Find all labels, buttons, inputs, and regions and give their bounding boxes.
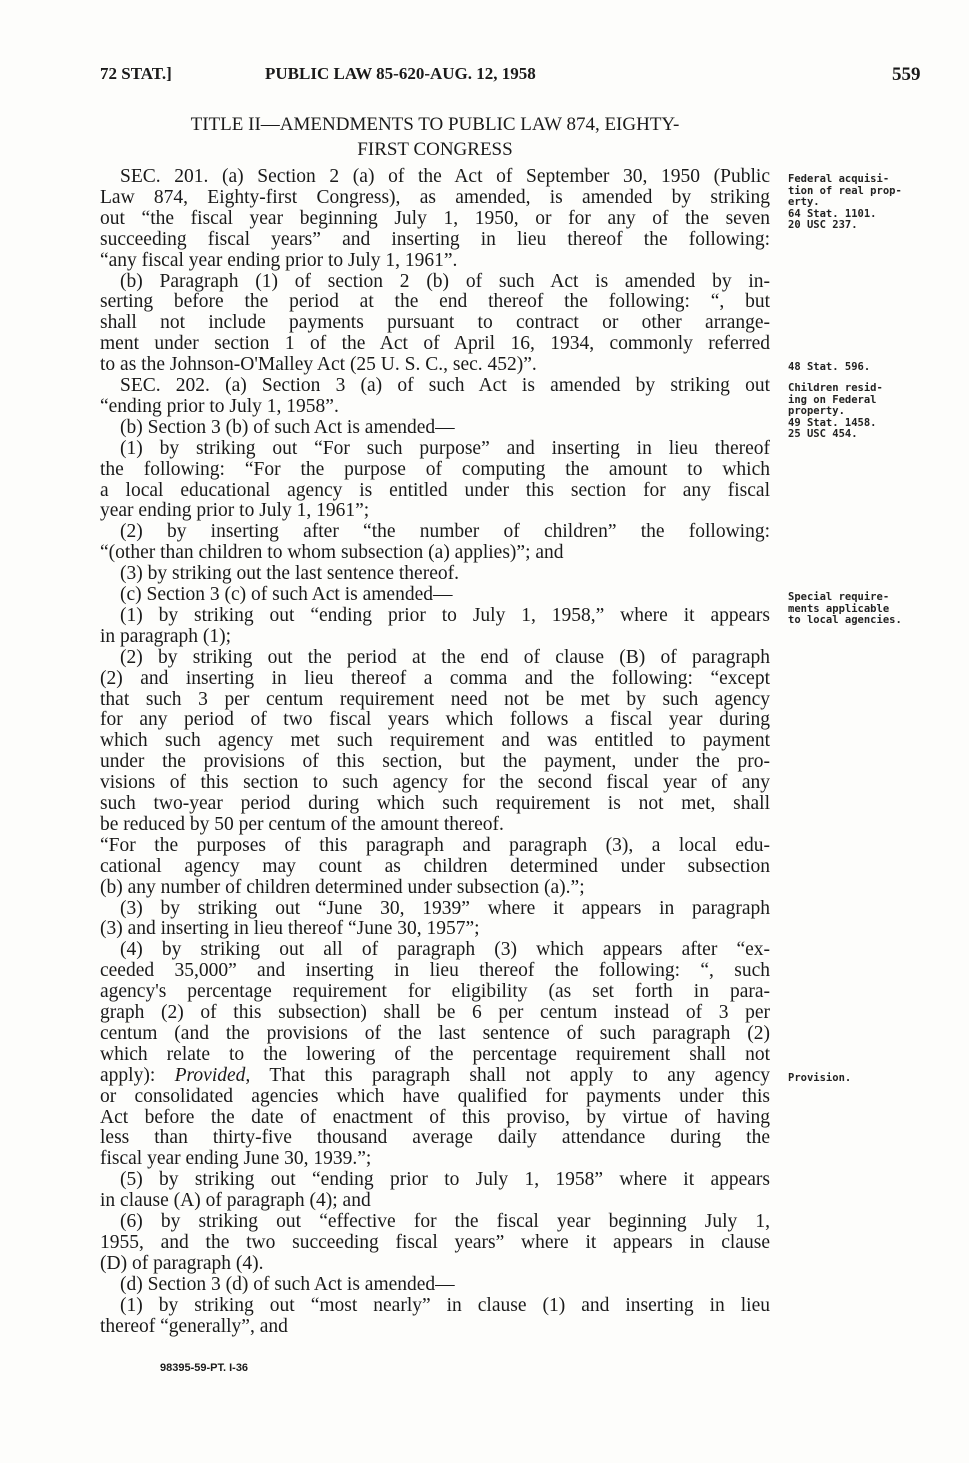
text-line: (4) by striking out all of paragraph (3) which appears after “ex- (120, 939, 770, 961)
text-line: (2) by striking out the period at the end of clause (B) of paragraph (120, 646, 770, 668)
margin-note (788, 592, 928, 627)
margin-note (788, 1073, 928, 1085)
margin-note-line: 48 Stat. 596. (788, 361, 871, 374)
text-line: for any period of two fiscal years which follows a fiscal year during (100, 709, 770, 731)
margin-note-line: to local agencies. (788, 614, 902, 626)
text-line: which such agency met such requirement and was entitled to payment (100, 730, 770, 752)
running-head-title: PUBLIC LAW 85-620-AUG. 12, 1958 (265, 64, 536, 83)
text-line: (1) by striking out “most nearly” in clause (1) and inserting in lieu (120, 1294, 770, 1316)
footer-print-code: 98395-59-PT. I-36 (160, 1362, 249, 1374)
title-line-1: TITLE II—AMENDMENTS TO PUBLIC LAW 874, EIGHTY- (190, 114, 680, 135)
text-line: (2) and inserting in lieu thereof a comma and the following: “except (100, 667, 770, 689)
text-line: or consolidated agencies which have qualified for payments under this (100, 1085, 770, 1107)
margin-note (788, 383, 928, 441)
text-line: Law 874, Eighty-first Congress), as amended, is amended by striking (100, 186, 770, 208)
margin-note-line: 20 USC 237. (788, 219, 858, 231)
text-line: be reduced by 50 per centum of the amount thereof. (100, 813, 504, 835)
title-line-2: FIRST CONGRESS (357, 139, 513, 160)
margin-note (788, 362, 928, 374)
text-line: “(other than children to whom subsection (a) applies)”; and (100, 542, 564, 564)
text-line: (D) of paragraph (4). (100, 1252, 264, 1274)
margin-note-line: Children resid- (788, 382, 883, 394)
text-line: to as the Johnson-O'Malley Act (25 U. S. C., sec. 452)”. (100, 354, 537, 376)
text-line: (6) by striking out “effective for the fiscal year beginning July 1, (120, 1211, 770, 1232)
text-line: succeeding fiscal years” and inserting in lieu thereof the following: (100, 228, 770, 250)
text-line: graph (2) of this subsection) shall be 6 per centum instead of 3 per (100, 1002, 770, 1023)
margin-note-line: Special require- (788, 591, 890, 603)
margin-note-line: 64 Stat. 1101. (788, 207, 877, 220)
text-line: (1) by striking out “For such purpose” and inserting in lieu thereof (120, 437, 770, 459)
text-line: (1) by striking out “ending prior to July 1, 1958,” where it appears (120, 604, 770, 626)
italic-term: Provided, (174, 1064, 251, 1086)
text-line: SEC. 201. (a) Section 2 (a) of the Act of September 30, 1950 (Public (120, 166, 770, 187)
text-line: less than thirty-five thousand average daily attendance during the (100, 1127, 770, 1149)
margin-note-line: ing on Federal (788, 393, 877, 406)
text-line: thereof “generally”, and (100, 1315, 288, 1337)
margin-note (788, 174, 928, 232)
text-line: under the provisions of this section, but the payment, under the pro- (100, 751, 770, 773)
text-line: out “the fiscal year beginning July 1, 1950, or for any of the seven (100, 207, 770, 229)
text-line: ceeded 35,000” and inserting in lieu thereof the following: “, such (100, 960, 770, 982)
text-line: serting before the period at the end thereof the following: “, but (100, 291, 770, 313)
margin-note-line: ments applicable (788, 602, 890, 615)
text-line: (2) by inserting after “the number of children” the following: (120, 521, 770, 543)
text-line: visions of this section to such agency for the second fiscal year of any (100, 772, 770, 794)
text-line: fiscal year ending June 30, 1939.”; (100, 1148, 372, 1170)
text-line: (3) by striking out the last sentence thereof. (120, 563, 459, 585)
text-line: Act before the date of enactment of this proviso, by virtue of having (100, 1106, 770, 1128)
margin-note-line: erty. (788, 196, 820, 208)
text-line (100, 1065, 770, 1087)
page-number: 559 (892, 64, 921, 85)
text-segment: apply): (100, 1064, 175, 1086)
text-line: (c) Section 3 (c) of such Act is amended— (120, 584, 453, 605)
text-line: 1955, and the two succeeding fiscal years” where it appears in clause (100, 1231, 770, 1253)
text-line: (5) by striking out “ending prior to July 1, 1958” where it appears (120, 1169, 770, 1191)
text-line: that such 3 per centum requirement need not be met by such agency (100, 688, 770, 710)
text-segment: That this paragraph shall not apply to any agency (250, 1064, 770, 1086)
text-line: (b) Paragraph (1) of section 2 (b) of such Act is amended by in- (120, 270, 770, 292)
text-line: “ending prior to July 1, 1958”. (100, 395, 339, 417)
text-line: “For the purposes of this paragraph and paragraph (3), a local edu- (100, 834, 770, 856)
text-line: (d) Section 3 (d) of such Act is amended— (120, 1273, 455, 1295)
text-line: ment under section 1 of the Act of April 16, 1934, commonly referred (100, 333, 770, 355)
margin-note-line: 49 Stat. 1458. (788, 416, 877, 429)
text-line: in clause (A) of paragraph (4); and (100, 1190, 371, 1212)
text-line: such two-year period during which such requirement is not met, shall (100, 793, 770, 814)
text-line: agency's percentage requirement for eligibility (as set forth in para- (100, 981, 770, 1003)
text-line: the following: “For the purpose of computing the amount to which (100, 458, 770, 480)
text-line: year ending prior to July 1, 1961”; (100, 500, 370, 522)
text-line: SEC. 202. (a) Section 3 (a) of such Act is amended by striking out (120, 375, 770, 396)
text-line: (b) any number of children determined under subsection (a).”; (100, 876, 585, 898)
text-line: (3) by striking out “June 30, 1939” where it appears in paragraph (120, 897, 770, 919)
text-line: in paragraph (1); (100, 625, 232, 647)
text-line: centum (and the provisions of the last sentence of such paragraph (2) (100, 1022, 770, 1044)
text-line: which relate to the lowering of the percentage requirement shall not (100, 1043, 770, 1065)
text-line: (b) Section 3 (b) of such Act is amended— (120, 416, 455, 438)
margin-note-line: Federal acquisi- (788, 173, 890, 185)
running-head-volume: 72 STAT.] (100, 64, 172, 83)
margin-note-line: property. (788, 405, 845, 417)
margin-note-line: tion of real prop- (788, 184, 902, 197)
text-line: “any fiscal year ending prior to July 1, 1961”. (100, 249, 458, 271)
text-line: shall not include payments pursuant to contract or other arrange- (100, 312, 770, 334)
text-line: cational agency may count as children determined under subsection (100, 855, 770, 877)
margin-note-line: Provision. (788, 1071, 852, 1084)
text-line: a local educational agency is entitled under this section for any fiscal (100, 479, 770, 501)
text-line: (3) and inserting in lieu thereof “June 30, 1957”; (100, 918, 480, 940)
margin-note-line: 25 USC 454. (788, 428, 858, 440)
